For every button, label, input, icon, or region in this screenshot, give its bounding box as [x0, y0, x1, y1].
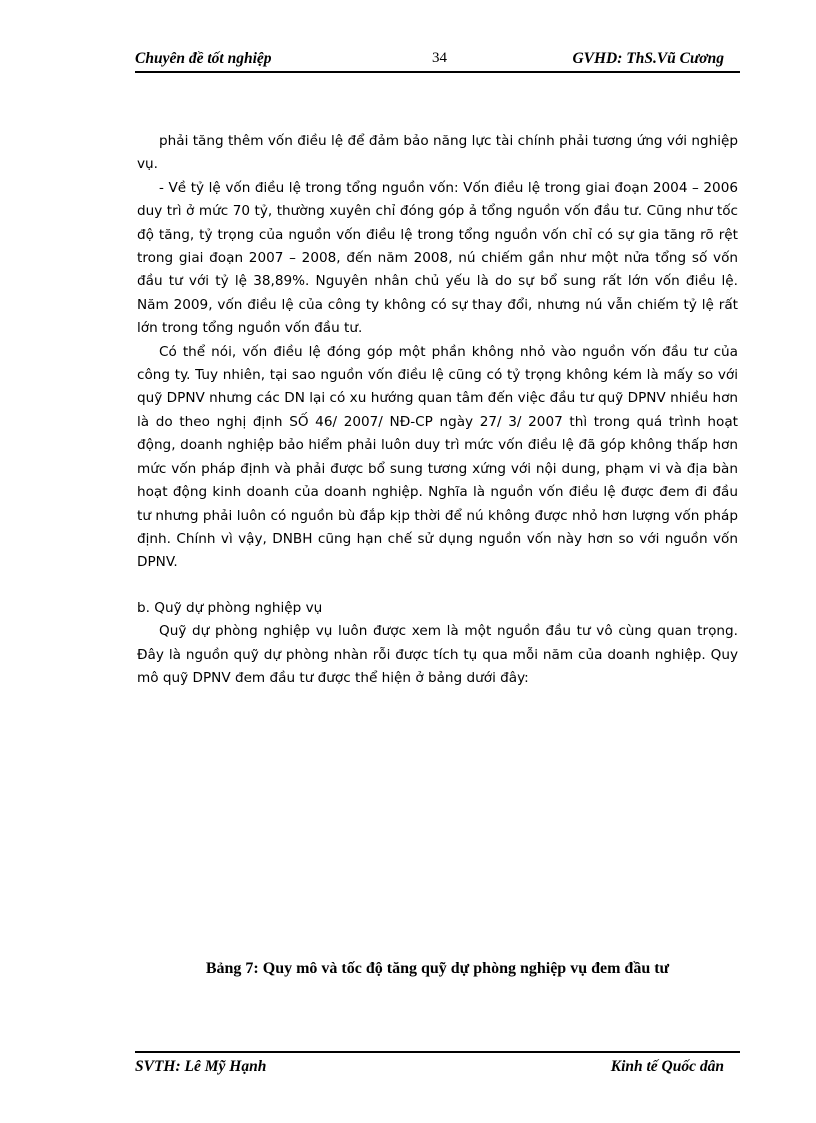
page-footer	[135, 1056, 740, 1080]
section-heading: b. Quỹ dự phòng nghiệp vụ	[137, 599, 323, 616]
header-thesis-title: Chuyên đề tốt nghiệp	[135, 50, 272, 67]
paragraph-reserve-fund: Quỹ dự phòng nghiệp vụ luôn được xem là một nguồn đầu tư vô cùng quan trọng. Đây là nguồn quỹ dự phòng nhàn rỗi được tích tụ qua mỗi năm của doanh nghiệp. Quy mô quỹ DPNV đem đầu tư được thể hiện ở bảng dưới đây:	[137, 623, 738, 686]
footer-student: SVTH: Lê Mỹ Hạnh	[135, 1058, 267, 1075]
paragraph-continuation: phải tăng thêm vốn điều lệ để đảm bảo năng lực tài chính phải tương ứng với nghiệp vụ.	[137, 133, 738, 173]
body-text	[137, 130, 738, 690]
page-number: 34	[432, 50, 447, 66]
paragraph-charter-capital-ratio: - Về tỷ lệ vốn điều lệ trong tổng nguồn vốn: Vốn điều lệ trong giai đoạn 2004 – 2006 duy trì ở mức 70 tỷ, thường xuyên chỉ đóng góp ả tổng nguồn vốn đầu tư. Cũng như tốc độ tăng, tỷ trọng của nguồn vốn điều lệ trong tổng nguồn vốn chỉ có sự gia tăng rõ rệt trong giai đoạn 2007 – 2008, đến năm 2008, nú chiếm gần như một nửa tổng số vốn đầu tư với tỷ lệ 38,89%. Nguyên nhân chủ yếu là do sự bổ sung rất lớn vốn điều lệ. Năm 2009, vốn điều lệ của công ty không có sự thay đổi, nhưng nú vẫn chiếm tỷ lệ rất lớn trong tổng nguồn vốn đầu tư.	[137, 179, 738, 337]
footer-rule	[135, 1051, 740, 1053]
header-rule	[135, 71, 740, 73]
table-caption: Bảng 7: Quy mô và tốc độ tăng quỹ dự phòng nghiệp vụ đem đầu tư	[205, 960, 670, 977]
paragraph-conclusion: Có thể nói, vốn điều lệ đóng góp một phần không nhỏ vào nguồn vốn đầu tư của công ty. Tuy nhiên, tại sao nguồn vốn điều lệ cũng có tỷ trọng không kém là mấy so với quỹ DPNV nhưng các DN lại có xu hướng quan tâm đến việc đầu tư quỹ DPNV nhiều hơn là do theo nghị định SỐ 46/ 2007/ NĐ-CP ngày 27/ 3/ 2007 thì trong quá trình hoạt động, doanh nghiệp bảo hiểm phải luôn duy trì mức vốn điều lệ đã góp không thấp hơn mức vốn pháp định và phải được bổ sung tương xứng với nội dung, phạm vi và địa bàn hoạt động kinh doanh của doanh nghiệp. Nghĩa là nguồn vốn điều lệ được đem đi đầu tư nhưng phải luôn có nguồn bù đắp kịp thời để nú không được nhỏ hơn lượng vốn pháp định. Chính vì vậy, DNBH cũng hạn chế sử dụng nguồn vốn này hơn so với nguồn vốn DPNV.	[137, 343, 738, 571]
footer-university: Kinh tế Quốc dân	[610, 1058, 724, 1075]
page-header	[135, 46, 740, 72]
header-advisor: GVHD: ThS.Vũ Cương	[572, 50, 724, 67]
